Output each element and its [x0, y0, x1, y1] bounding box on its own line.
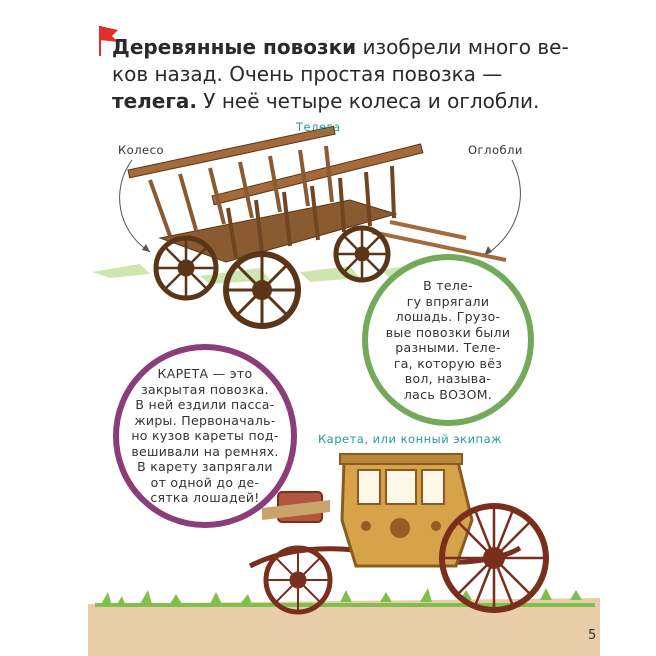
page-number: 5: [588, 628, 597, 643]
shafts-arrow: [484, 160, 520, 256]
cart-caption: Телега: [296, 120, 341, 134]
intro-text-1: изобрели много ве-: [362, 35, 569, 59]
cart-wheel-right: [336, 228, 388, 280]
intro-text: [112, 34, 612, 115]
carriage-wheel-rear: [442, 506, 546, 610]
carriage-wheel-front: [266, 548, 330, 612]
cart-wheel-front: [226, 254, 298, 326]
intro-text-3: У неё четыре колеса и оглобли.: [203, 89, 540, 113]
bubble-purple: [113, 344, 297, 528]
intro-bold-3: телега.: [112, 89, 197, 113]
cart-wheel-back: [156, 238, 216, 298]
bubble-purple-text: КАРЕТА — это закрытая повозка. В ней ездили пасса- жиры. Первоначаль- но кузов кареты под- вешивали на ремнях. В карету запрягали от одной до де- сятка лошадей!: [131, 366, 279, 506]
wheel-arrowhead: [142, 244, 150, 252]
intro-line-2: ков назад. Очень простая повозка —: [112, 62, 503, 86]
bubble-green-text: В теле- гу впрягали лошадь. Грузо- вые повозки были разными. Теле- га, которую вёз вол, называ- лась ВОЗОМ.: [385, 278, 511, 402]
intro-bold-1: Деревянные повозки: [112, 35, 357, 59]
cart-illustration: [128, 126, 506, 262]
carriage-caption: Карета, или конный экипаж: [318, 432, 502, 446]
bubble-green: [362, 254, 534, 426]
label-wheel: Колесо: [118, 143, 164, 157]
label-shafts: Оглобли: [468, 143, 523, 157]
